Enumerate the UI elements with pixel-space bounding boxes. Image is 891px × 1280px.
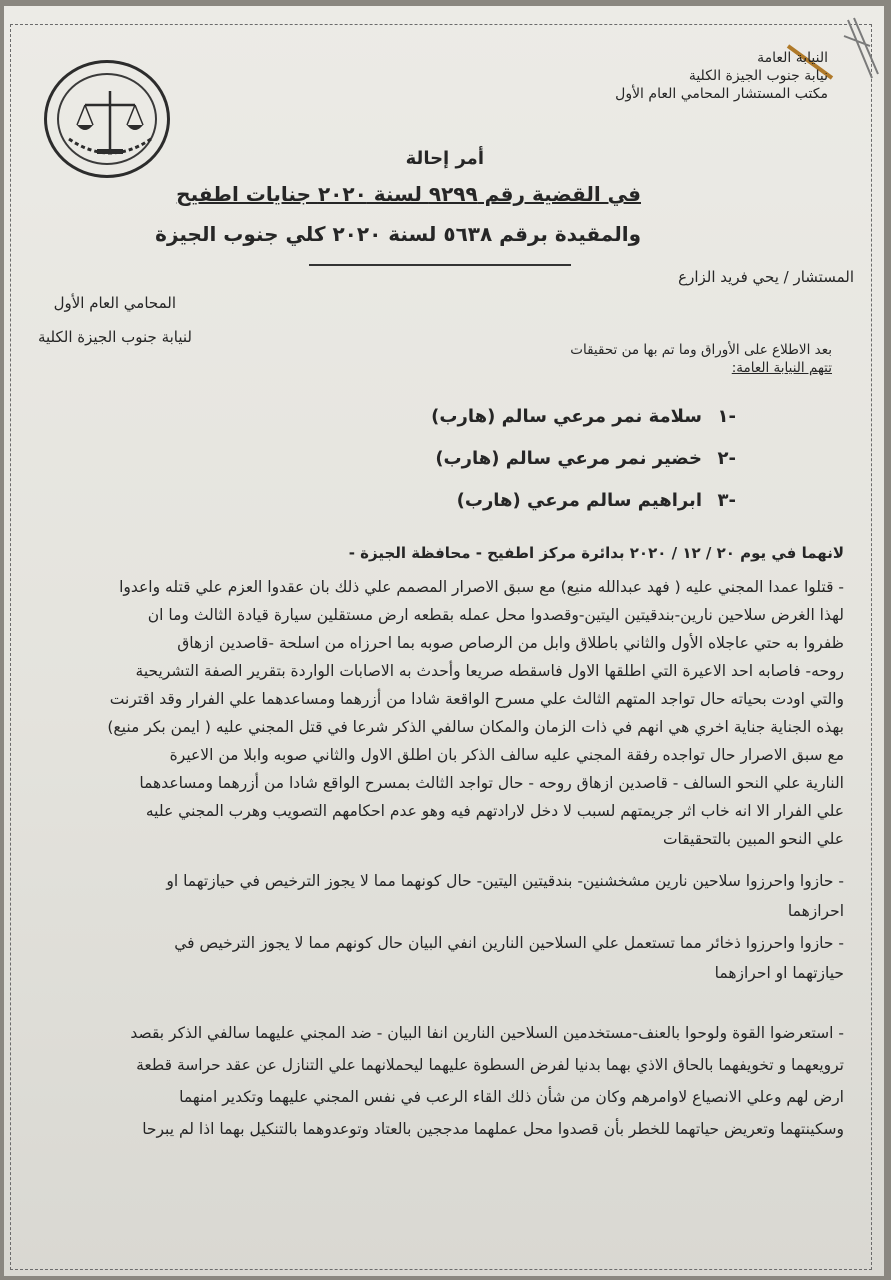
charge-1-line: علي النحو المبين بالتحقيقات: [662, 830, 844, 848]
charge-4-line: - استعرضوا القوة ولوحوا بالعنف-مستخدمين السلاحين النارين انفا البيان - ضد المجني عليهما سالفي الذكر بقصد: [130, 1024, 844, 1042]
header-line-3: مكتب المستشار المحامي العام الأول: [615, 86, 828, 102]
registration-line: والمقيدة برقم ٥٦٣٨ لسنة ٢٠٢٠ كلي جنوب الجيزة: [155, 222, 641, 246]
charge-4-line: ترويعهما و تخويفهما بالحاق الاذي بهما بدنيا لفرض السطوة عليهما ليحملانهما علي التنازل عن عقد حراسة قطعة: [136, 1056, 844, 1074]
charge-1-line: - قتلوا عمدا المجني عليه ( فهد عبدالله منيع) مع سبق الاصرار المصمم علي ذلك بان عقدوا العزم علي قتله واعدوا: [119, 578, 844, 596]
paper-clip-icon: [840, 16, 880, 86]
charge-1-line: والتي اودت بحياته حال تواجد المتهم الثالث علي مسرح الواقعة شادا من أزرهما ومساعدهما علي الفرار وقد اقترنت: [109, 690, 844, 708]
charge-3-line: حيازتهما او احرازهما: [714, 964, 844, 982]
charge-1-line: بهذه الجناية جناية اخري هي انهم في ذات الزمان والمكان سالفي الذكر شرعا في قتل المجني عليه ( ايمن بكر منيع): [107, 718, 844, 736]
document-sheet: [4, 6, 884, 1276]
charge-3-line: - حازوا واحرزوا ذخائر مما تستعمل علي السلاحين النارين انفي البيان حال كونهم مما لا يجوز الترخيص في: [174, 934, 844, 952]
accused-name: خضير نمر مرعي سالم (هارب): [435, 448, 702, 469]
charge-2-line: احرازهما: [787, 902, 844, 920]
accused-number: ٣-: [717, 490, 736, 511]
official-seal: [44, 60, 170, 178]
addressee-office: لنيابة جنوب الجيزة الكلية: [37, 328, 192, 346]
accused-name: سلامة نمر مرعي سالم (هارب): [431, 406, 702, 427]
accused-number: ١-: [717, 406, 736, 427]
charge-1-line: مع سبق الاصرار حال تواجده رفقة المجني عليه سالف الذكر بان اطلق الاول والثاني صوبه وابلا من الاعيرة: [169, 746, 844, 764]
charge-4-line: ارض لهم وعلي الانصياع لاوامرهم وكان من شأن ذلك القاء الرعب في نفس المجني عليهما وتكدير امنهما: [179, 1088, 844, 1106]
addressee-role: المحامي العام الأول: [53, 294, 176, 312]
charge-4-line: وسكينتهما وتعريض حياتهما للخطر بأن قصدوا محل عملهما مدججين بالعتاد وتوعدوهما بالتنكيل بهما اذا لم يبرحا: [142, 1120, 844, 1138]
intro-line-1: بعد الاطلاع على الأوراق وما تم بها من تحقيقات: [570, 342, 832, 358]
charge-1-line: النارية علي النحو السالف - قاصدين ازهاق روحه - حال تواجد الثالث بمسرح الواقع شادا من أزرهما ومساعدهما: [139, 774, 844, 792]
case-number-line: في القضية رقم ٩٢٩٩ لسنة ٢٠٢٠ جنايات اطفيح: [176, 182, 641, 206]
counselor-name: المستشار / يحي فريد الزارع: [678, 268, 854, 286]
title-divider: [309, 264, 571, 266]
accused-number: ٢-: [717, 448, 736, 469]
accused-name: ابراهيم سالم مرعي (هارب): [456, 490, 702, 511]
order-title: أمر إحالة: [405, 148, 484, 169]
charges-date-line: لانهما في يوم ٢٠ / ١٢ / ٢٠٢٠ بدائرة مركز اطفيح - محافظة الجيزة -: [348, 544, 844, 562]
charge-1-line: ظفروا به حتي عاجلاه الأول والثاني باطلاق وابل من الرصاص صوبه بما احرزاه من اسلحة -قاصدين ازهاق: [177, 634, 844, 652]
intro-line-2: تتهم النيابة العامة:: [731, 360, 832, 376]
charge-1-line: لهذا الغرض سلاحين نارين-بندقيتين اليتين-وقصدوا محل عمله بقطعه ارض مستقلين سيارة قيادة الثالث وما ان: [147, 606, 844, 624]
charge-2-line: - حازوا واحرزوا سلاحين نارين مشخشنين- بندقيتين اليتين- حال كونهما مما لا يجوز الترخيص في حيازتهما او: [166, 872, 844, 890]
header-line-2: نيابة جنوب الجيزة الكلية: [688, 68, 828, 84]
charge-1-line: علي الفرار الا انه خاب اثر جريمتهم لسبب لا دخل لارادتهم فيه وهو عدم احكامهم التصويب وهرب المجني عليه: [145, 802, 844, 820]
charge-1-line: روحه- فاصابه احد الاعيرة التي اطلقها الاول فاسقطه صريعا وأحدث به الاصابات الواردة بتقرير الصفة التشريحية: [135, 662, 844, 680]
header-line-1: النيابة العامة: [757, 50, 828, 66]
